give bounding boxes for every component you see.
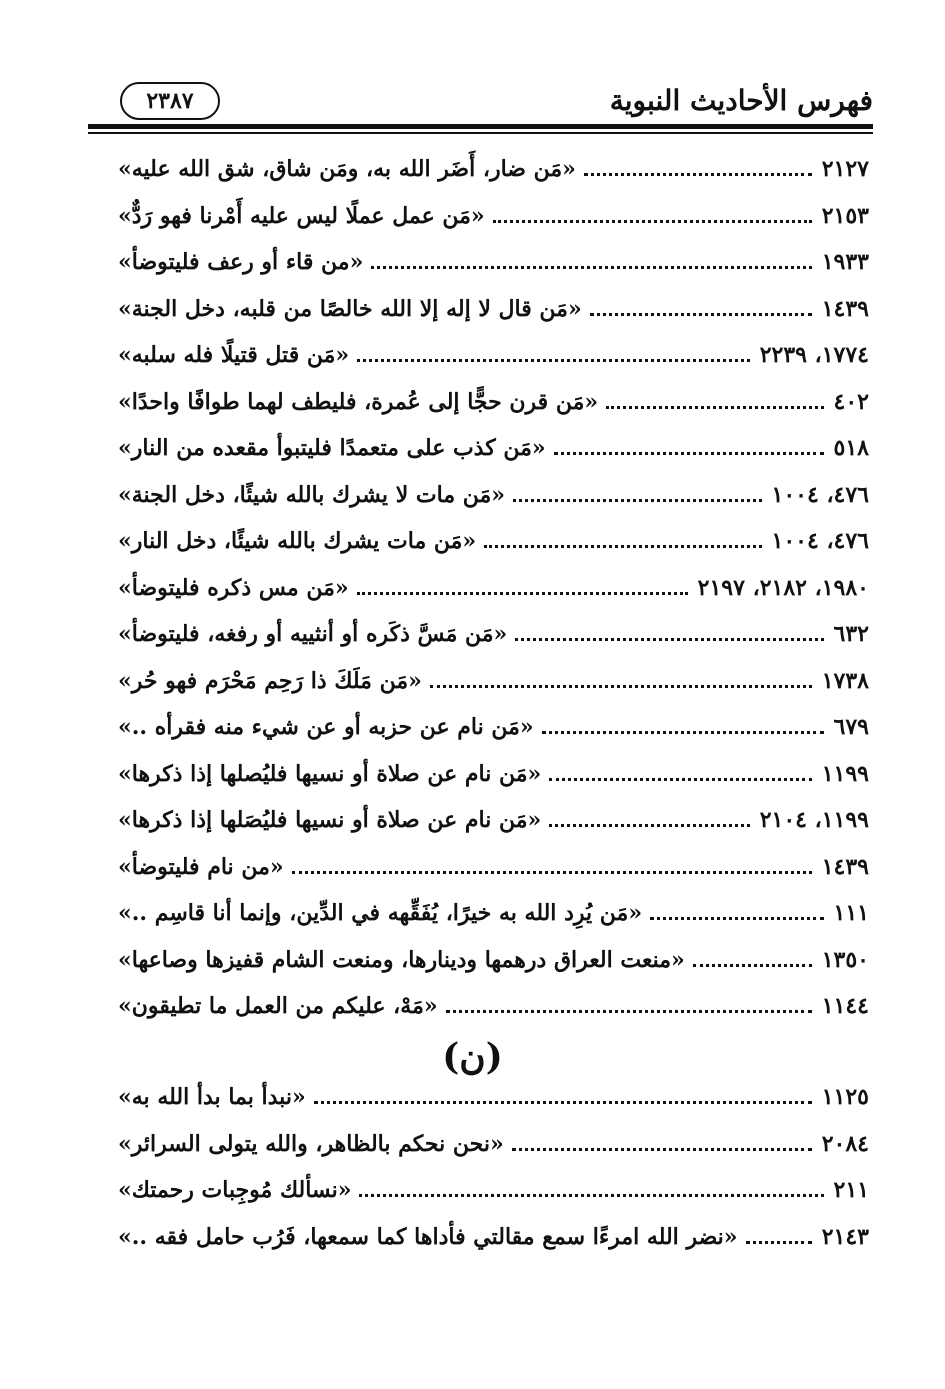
dot-leader [292, 871, 812, 874]
dot-leader [515, 638, 823, 641]
dot-leader [512, 1148, 812, 1151]
hadith-text: «مَن كذب على متعمدًا فليتبوأ مقعده من النار» [118, 435, 546, 461]
page-references: ٢١٤٣ [821, 1223, 869, 1250]
index-entry [118, 389, 869, 436]
hadith-text: «من قاء أو رعف فليتوضأ» [118, 249, 364, 275]
running-title: فهرس الأحاديث النبوية [609, 84, 873, 117]
page-references: ١١١ [833, 900, 869, 926]
hadith-index-list [118, 156, 869, 1040]
page-references: ١٧٣٨ [821, 667, 869, 694]
dot-leader [446, 1010, 812, 1013]
hadith-text: «مَن نام عن صلاة أو نسيها فليُصَلها إذا ذكرها» [118, 807, 542, 833]
hadith-text: «مَن قتل قتيلًا فله سلبه» [118, 342, 350, 368]
hadith-text: «مَن عمل عملًا ليس عليه أَمْرنا فهو رَدٌّ» [118, 202, 485, 229]
dot-leader [693, 964, 812, 967]
page-references: ١٩٣٣ [821, 249, 869, 275]
index-entry [118, 1224, 869, 1271]
page-references: ٥١٨ [833, 435, 869, 461]
index-entry [118, 1177, 869, 1224]
page-references: ٢١٥٣ [821, 202, 869, 229]
index-entry [118, 249, 869, 296]
header-rule-thin [88, 132, 873, 134]
page-references: ٢١٢٧ [821, 156, 869, 182]
hadith-text: «مَن نام عن صلاة أو نسيها فليُصلها إذا ذكرها» [118, 760, 542, 787]
page-references: ١٧٧٤، ٢٢٣٩ [759, 342, 869, 368]
index-entry [118, 1131, 869, 1178]
dot-leader [554, 452, 824, 455]
section-heading-noon: (ن) [442, 1036, 503, 1078]
index-entry [118, 482, 869, 529]
dot-leader [359, 1194, 823, 1197]
dot-leader [357, 592, 688, 595]
hadith-text: «نبدأ بما بدأ الله به» [118, 1084, 306, 1110]
page-references: ٦٣٢ [833, 621, 869, 647]
index-entry [118, 761, 869, 808]
page-references: ٢١١ [833, 1177, 869, 1203]
index-entry [118, 575, 869, 622]
index-entry [118, 435, 869, 482]
index-entry [118, 621, 869, 668]
dot-leader [430, 685, 812, 688]
page-references: ١٩٨٠، ٢١٨٢، ٢١٩٧ [697, 574, 869, 601]
page-references: ١٤٣٩ [821, 295, 869, 322]
hadith-text: «مَن نام عن حزبه أو عن شيء منه فقرأه ..» [118, 714, 534, 740]
hadith-text: «مَن يُرِد الله به خيرًا، يُفَقِّهه في الدِّين، وإنما أنا قاسِم ..» [118, 900, 643, 926]
hadith-text: «مَن مات يشرك بالله شيئًا، دخل النار» [118, 528, 477, 554]
hadith-text: «نحن نحكم بالظاهر، والله يتولى السرائر» [118, 1130, 504, 1157]
dot-leader [314, 1101, 812, 1104]
index-entry [118, 714, 869, 761]
hadith-text: «منعت العراق درهمها ودينارها، ومنعت الشام قفيزها وصاعها» [118, 946, 685, 973]
dot-leader [584, 173, 812, 176]
dot-leader [371, 266, 811, 269]
hadith-text: «مَهْ، عليكم من العمل ما تطيقون» [118, 993, 438, 1019]
page-references: ١١٢٥ [821, 1084, 869, 1110]
hadith-text: «مَن قال لا إله إلا الله خالصًا من قلبه، دخل الجنة» [118, 295, 582, 322]
dot-leader [513, 499, 761, 502]
index-entry [118, 668, 869, 715]
hadith-text: «مَن ضار، أَضَر الله به، ومَن شاق، شق الله عليه» [118, 156, 576, 182]
index-entry [118, 1084, 869, 1131]
dot-leader [549, 778, 811, 781]
index-entry [118, 854, 869, 901]
hadith-text: «نضر الله امرءًا سمع مقالتي فأداها كما سمعها، فَرُب حامل فقه ..» [118, 1223, 738, 1250]
dot-leader [493, 220, 812, 223]
index-entry [118, 993, 869, 1040]
page-number-badge: ٢٣٨٧ [120, 82, 220, 120]
index-entry [118, 156, 869, 203]
hadith-text: «مَن قرن حجًّا إلى عُمرة، فليطف لهما طوافًا واحدًا» [118, 388, 599, 415]
hadith-text: «مَن مَسَّ ذكَره أو أنثييه أو رفغه، فليتوضأ» [118, 621, 508, 647]
page-references: ٤٧٦، ١٠٠٤ [771, 528, 869, 554]
hadith-text: «نسألك مُوجِبات رحمتك» [118, 1177, 352, 1203]
hadith-text: «مَن مس ذكره فليتوضأ» [118, 574, 349, 601]
page-references: ١١٤٤ [821, 993, 869, 1019]
index-entry [118, 528, 869, 575]
page-references: ٤٧٦، ١٠٠٤ [771, 481, 869, 508]
dot-leader [590, 313, 812, 316]
dot-leader [549, 824, 749, 827]
index-entry [118, 807, 869, 854]
header-rule-thick [88, 124, 873, 129]
index-entry [118, 947, 869, 994]
index-entry [118, 900, 869, 947]
dot-leader [357, 359, 750, 362]
hadith-index-list-noon [118, 1084, 869, 1270]
page-references: ٤٠٢ [833, 388, 869, 415]
page-header [112, 78, 873, 124]
dot-leader [542, 731, 824, 734]
page-references: ١١٩٩ [821, 760, 869, 787]
dot-leader [650, 917, 823, 920]
hadith-text: «مَن مات لا يشرك بالله شيئًا، دخل الجنة» [118, 481, 506, 508]
page-references: ١٤٣٩ [821, 853, 869, 880]
page-references: ١١٩٩، ٢١٠٤ [759, 807, 869, 833]
hadith-text: «مَن مَلَكَ ذا رَحِم مَحْرَم فهو حُر» [118, 667, 422, 694]
dot-leader [606, 406, 823, 409]
dot-leader [746, 1241, 812, 1244]
dot-leader [484, 545, 761, 548]
page-references: ٢٠٨٤ [821, 1130, 869, 1157]
index-entry [118, 203, 869, 250]
index-entry [118, 342, 869, 389]
page-references: ٦٧٩ [833, 714, 869, 740]
hadith-text: «من نام فليتوضأ» [118, 853, 284, 880]
index-entry [118, 296, 869, 343]
page-references: ١٣٥٠ [821, 946, 869, 973]
